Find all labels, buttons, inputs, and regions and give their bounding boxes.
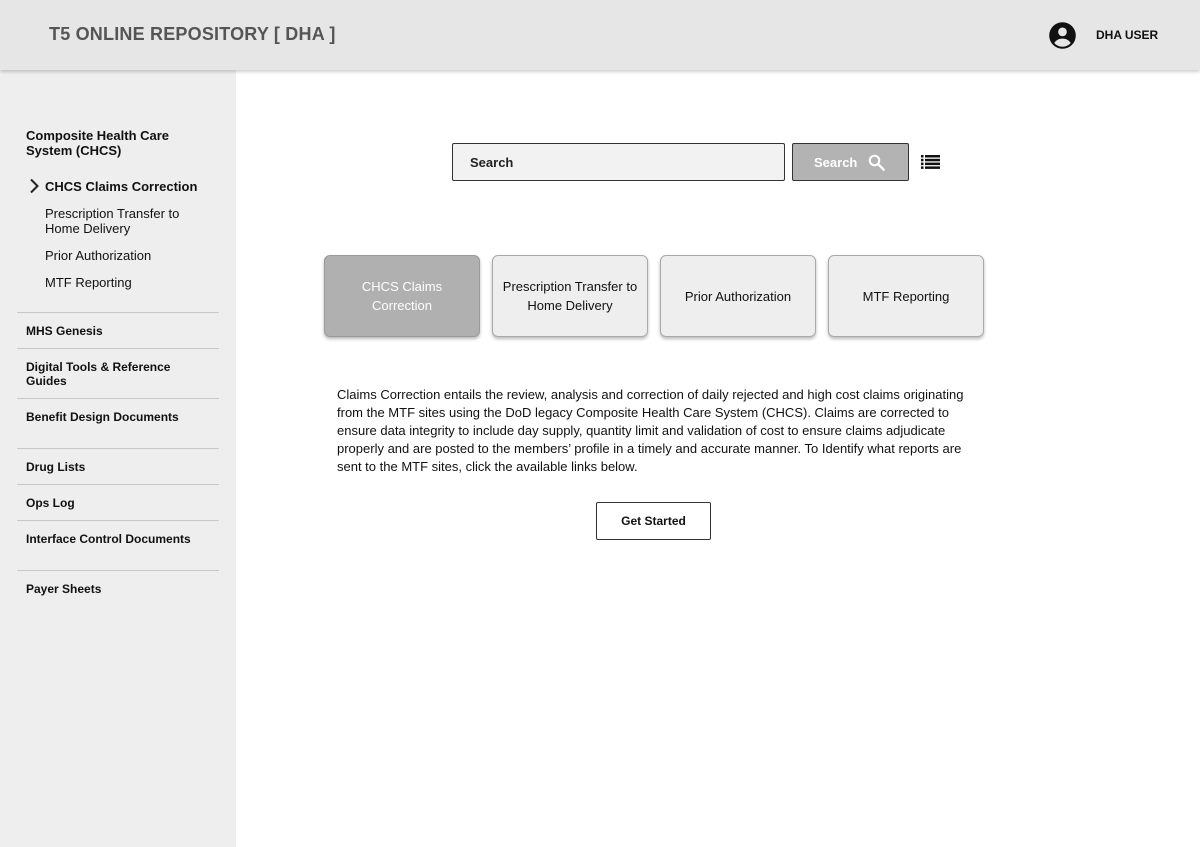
sidebar-divider: [17, 312, 219, 313]
search-button-label: Search: [814, 155, 858, 170]
card-label: MTF Reporting: [862, 288, 950, 304]
list-view-icon[interactable]: [921, 155, 940, 169]
sidebar-divider: [17, 348, 219, 349]
sidebar-item-payer-sheets[interactable]: Payer Sheets: [26, 582, 102, 596]
account-circle-icon[interactable]: [1048, 21, 1077, 50]
sidebar-divider: [17, 398, 219, 399]
sidebar-divider: [17, 570, 219, 571]
top-bar: [0, 0, 1200, 70]
sidebar-divider: [17, 448, 219, 449]
sidebar-item-benefit-design[interactable]: Benefit Design Documents: [26, 410, 179, 424]
sidebar-item-chcs-claims-correction[interactable]: CHCS Claims Correction: [45, 179, 198, 194]
card-label: Prescription Transfer to Home Delivery: [502, 279, 638, 313]
user-name[interactable]: DHA USER: [1096, 28, 1159, 42]
app-title: T5 ONLINE REPOSITORY [ DHA ]: [49, 24, 336, 44]
card-prior-authorization[interactable]: [660, 255, 816, 337]
sidebar-item-interface-control[interactable]: Interface Control Documents: [26, 532, 191, 546]
search-icon: [867, 153, 886, 172]
sidebar-item-mhs-genesis[interactable]: MHS Genesis: [26, 324, 103, 338]
chevron-right-icon: [29, 178, 39, 194]
sidebar: [0, 70, 236, 847]
get-started-button[interactable]: Get Started: [596, 502, 711, 540]
sidebar-item-ops-log[interactable]: Ops Log: [26, 496, 75, 510]
sidebar-item-prior-authorization[interactable]: Prior Authorization: [45, 248, 152, 263]
card-chcs-claims-correction[interactable]: [324, 255, 480, 337]
sidebar-item-prescription-transfer[interactable]: Prescription Transfer to Home Delivery: [45, 206, 180, 236]
search-button[interactable]: [792, 143, 909, 181]
card-mtf-reporting[interactable]: [828, 255, 984, 337]
card-prescription-transfer[interactable]: [492, 255, 648, 337]
sidebar-section-chcs[interactable]: Composite Health Care System (CHCS): [26, 128, 170, 158]
sidebar-divider: [17, 484, 219, 485]
card-label: Prior Authorization: [684, 288, 792, 304]
sidebar-item-drug-lists[interactable]: Drug Lists: [26, 460, 86, 474]
card-label: CHCS Claims Correction: [361, 279, 443, 313]
search-input[interactable]: [452, 143, 785, 181]
sidebar-item-mtf-reporting[interactable]: MTF Reporting: [45, 275, 132, 290]
description-text: Claims Correction entails the review, analysis and correction of daily rejected and high cost claims originating from the MTF sites using the DoD legacy Composite Health Care System (CHCS). Claims are corrected to ensure data integrity to include day supply, quantity limit and validation of cost to ensure claims adjudicate properly and are posted to the members’ profile in a timely and accurate manner. To Identify what reports are sent to the MTF sites, click the available links below.: [337, 387, 964, 474]
sidebar-item-digital-tools[interactable]: Digital Tools & Reference Guides: [26, 360, 171, 388]
sidebar-divider: [17, 520, 219, 521]
